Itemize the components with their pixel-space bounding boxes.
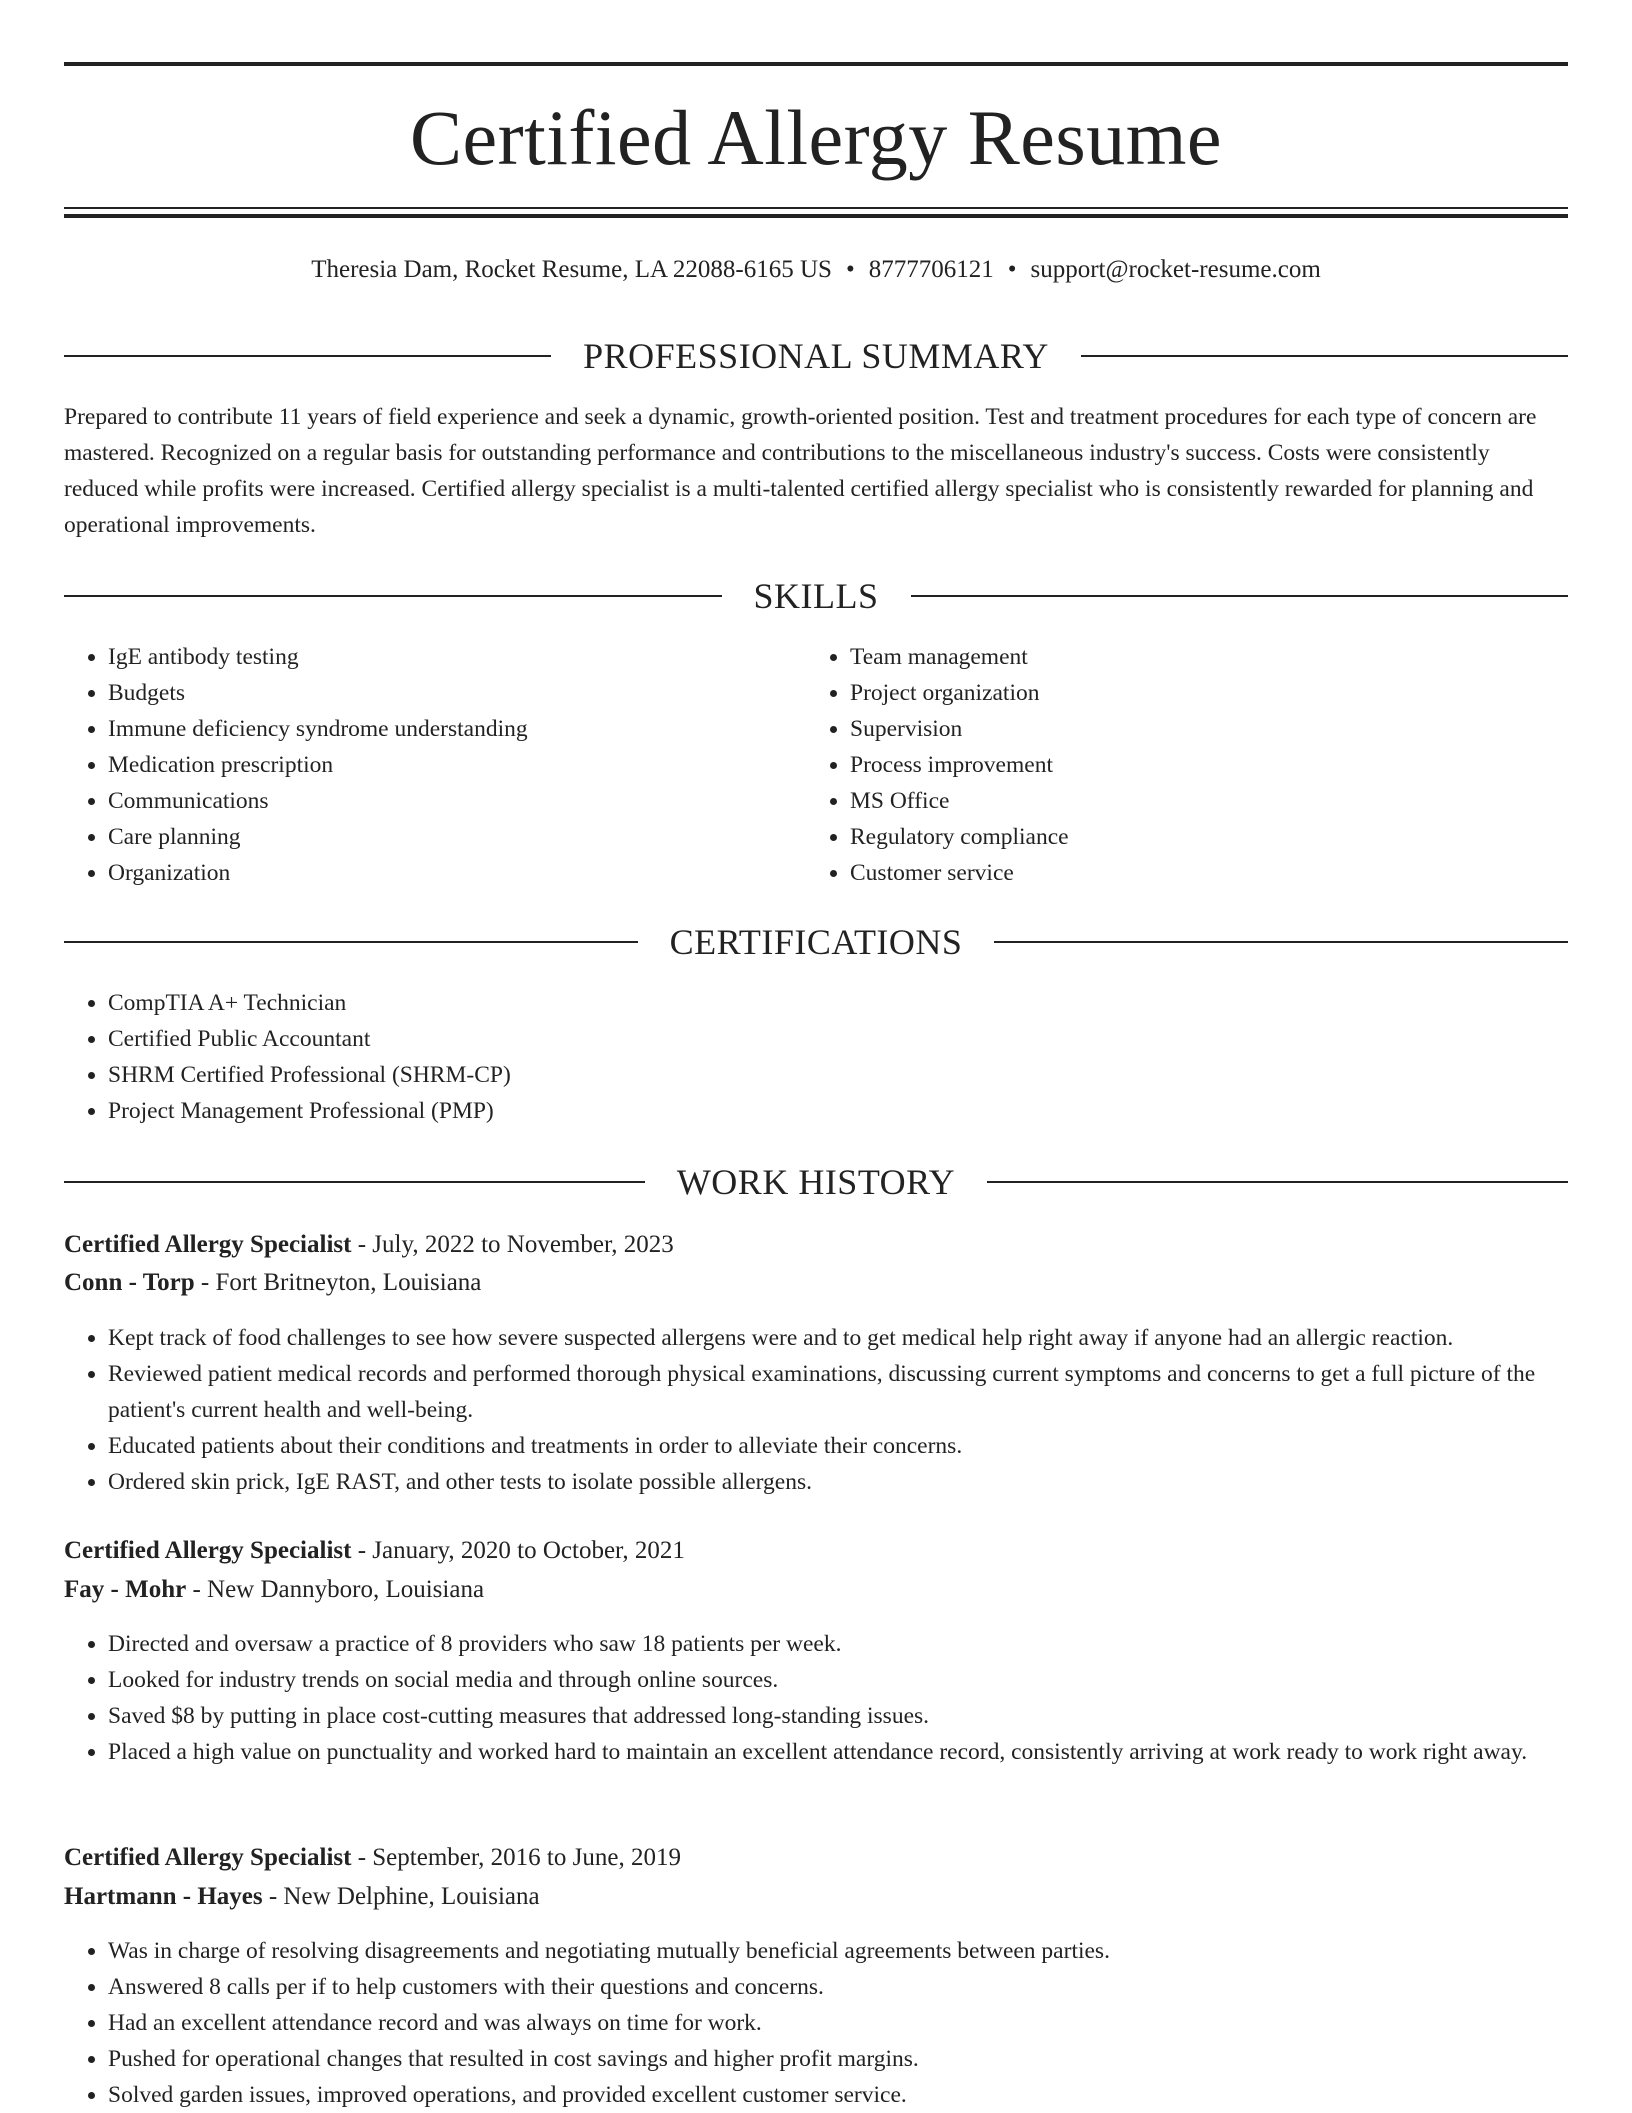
contact-phone: 8777706121 <box>868 256 994 283</box>
job-duty-item: • Was in charge of resolving disagreements and negotiating mutually beneficial agreements between parties. <box>108 1933 1568 1969</box>
skill-item: • Supervision <box>850 711 1550 747</box>
skill-item: • Organization <box>108 855 808 891</box>
section-title: SKILLS <box>753 576 879 616</box>
job-duties-list <box>64 1320 1568 1500</box>
job-company: Conn - Torp <box>64 1269 195 1296</box>
job-title: Certified Allergy Specialist <box>64 1537 352 1564</box>
job-company: Fay - Mohr <box>64 1576 187 1603</box>
job-duty-item: • Reviewed patient medical records and performed thorough physical examinations, discussing current symptoms and concerns to get a full picture of the patient's current health and well-being. <box>108 1356 1568 1428</box>
heading-rule-left <box>64 941 638 943</box>
skill-item: • Budgets <box>108 675 808 711</box>
job-duty-item: • Directed and oversaw a practice of 8 providers who saw 18 patients per week. <box>108 1626 1568 1662</box>
job-duty-item: • Pushed for operational changes that resulted in cost savings and higher profit margins. <box>108 2041 1568 2077</box>
certification-item: • CompTIA A+ Technician <box>108 985 1568 1021</box>
job-duties-list <box>64 1626 1568 1770</box>
skill-item: • Immune deficiency syndrome understanding <box>108 711 808 747</box>
heading-rule-right <box>994 941 1568 943</box>
heading-rule-left <box>64 595 722 597</box>
skills-list-left <box>64 639 808 891</box>
job-duty-item: • Saved $8 by putting in place cost-cutting measures that addressed long-standing issues. <box>108 1698 1568 1734</box>
job-title-line <box>64 1839 1568 1877</box>
header-rule-lower <box>64 214 1568 218</box>
skill-item: • Regulatory compliance <box>850 819 1550 855</box>
skills-list-right <box>806 639 1550 891</box>
resume-title: Certified Allergy Resume <box>409 94 1223 181</box>
summary-text: Prepared to contribute 11 years of field experience and seek a dynamic, growth-oriented position. Test and treatment procedures for each type of concern are mastered. Recognized on a regular basis for outstanding performance and contributions to the miscellaneous industry's success. Costs were consistently reduced while profits were increased. Certified allergy specialist is a multi-talented certified allergy specialist who is consistently rewarded for planning and operational improvements. <box>64 404 1537 538</box>
header-rule-upper <box>64 207 1568 209</box>
skill-item: • Communications <box>108 783 808 819</box>
job-title: Certified Allergy Specialist <box>64 1231 352 1258</box>
job-duties-list <box>64 1933 1568 2113</box>
job-dates: - September, 2016 to June, 2019 <box>351 1844 681 1871</box>
job-duty-item: • Looked for industry trends on social media and through online sources. <box>108 1662 1568 1698</box>
section-title: PROFESSIONAL SUMMARY <box>583 336 1049 376</box>
job-title-line <box>64 1532 1568 1570</box>
skill-item: • Project organization <box>850 675 1550 711</box>
contact-line <box>64 252 1568 288</box>
section-heading-certifications <box>64 918 1568 966</box>
contact-separator: • <box>1007 256 1017 283</box>
skill-item: • IgE antibody testing <box>108 639 808 675</box>
job-duty-item: • Educated patients about their conditions and treatments in order to alleviate their concerns. <box>108 1428 1568 1464</box>
job-title-line <box>64 1226 1568 1264</box>
heading-rule-right <box>911 595 1569 597</box>
job-dates: - July, 2022 to November, 2023 <box>351 1231 674 1258</box>
job-duty-item: • Answered 8 calls per if to help customers with their questions and concerns. <box>108 1969 1568 2005</box>
heading-rule-left <box>64 355 551 357</box>
job-location: - New Dannyboro, Louisiana <box>186 1576 485 1603</box>
job-location: - Fort Britneyton, Louisiana <box>194 1269 482 1296</box>
section-heading-summary <box>64 332 1568 380</box>
header-top-rule <box>64 62 1568 66</box>
certification-item: • Project Management Professional (PMP) <box>108 1093 1568 1129</box>
skill-item: • Medication prescription <box>108 747 808 783</box>
job-duty-item: • Ordered skin prick, IgE RAST, and other tests to isolate possible allergens. <box>108 1464 1568 1500</box>
contact-separator: • <box>845 256 855 283</box>
job-title: Certified Allergy Specialist <box>64 1844 352 1871</box>
job-location: - New Delphine, Louisiana <box>262 1883 540 1910</box>
job-company-line <box>64 1264 1568 1302</box>
certification-item: • Certified Public Accountant <box>108 1021 1568 1057</box>
job-company: Hartmann - Hayes <box>64 1883 263 1910</box>
skill-item: • Team management <box>850 639 1550 675</box>
heading-rule-right <box>987 1181 1568 1183</box>
section-heading-work-history <box>64 1158 1568 1206</box>
contact-address: Theresia Dam, Rocket Resume, LA 22088-6165 US <box>311 256 832 283</box>
heading-rule-right <box>1081 355 1568 357</box>
section-title: WORK HISTORY <box>676 1162 956 1202</box>
skill-item: • MS Office <box>850 783 1550 819</box>
skill-item: • Customer service <box>850 855 1550 891</box>
contact-email: support@rocket-resume.com <box>1030 256 1321 283</box>
skill-item: • Process improvement <box>850 747 1550 783</box>
section-title: CERTIFICATIONS <box>669 922 963 962</box>
section-heading-skills <box>64 572 1568 620</box>
job-duty-item: • Had an excellent attendance record and was always on time for work. <box>108 2005 1568 2041</box>
heading-rule-left <box>64 1181 645 1183</box>
job-company-line <box>64 1878 1568 1916</box>
job-company-line <box>64 1571 1568 1609</box>
job-duty-item: • Solved garden issues, improved operations, and provided excellent customer service. <box>108 2077 1568 2113</box>
certifications-list <box>64 985 1568 1129</box>
certification-item: • SHRM Certified Professional (SHRM-CP) <box>108 1057 1568 1093</box>
job-duty-item: • Kept track of food challenges to see how severe suspected allergens were and to get medical help right away if anyone had an allergic reaction. <box>108 1320 1568 1356</box>
job-dates: - January, 2020 to October, 2021 <box>351 1537 685 1564</box>
skill-item: • Care planning <box>108 819 808 855</box>
job-duty-item: • Placed a high value on punctuality and worked hard to maintain an excellent attendance record, consistently arriving at work ready to work right away. <box>108 1734 1568 1770</box>
